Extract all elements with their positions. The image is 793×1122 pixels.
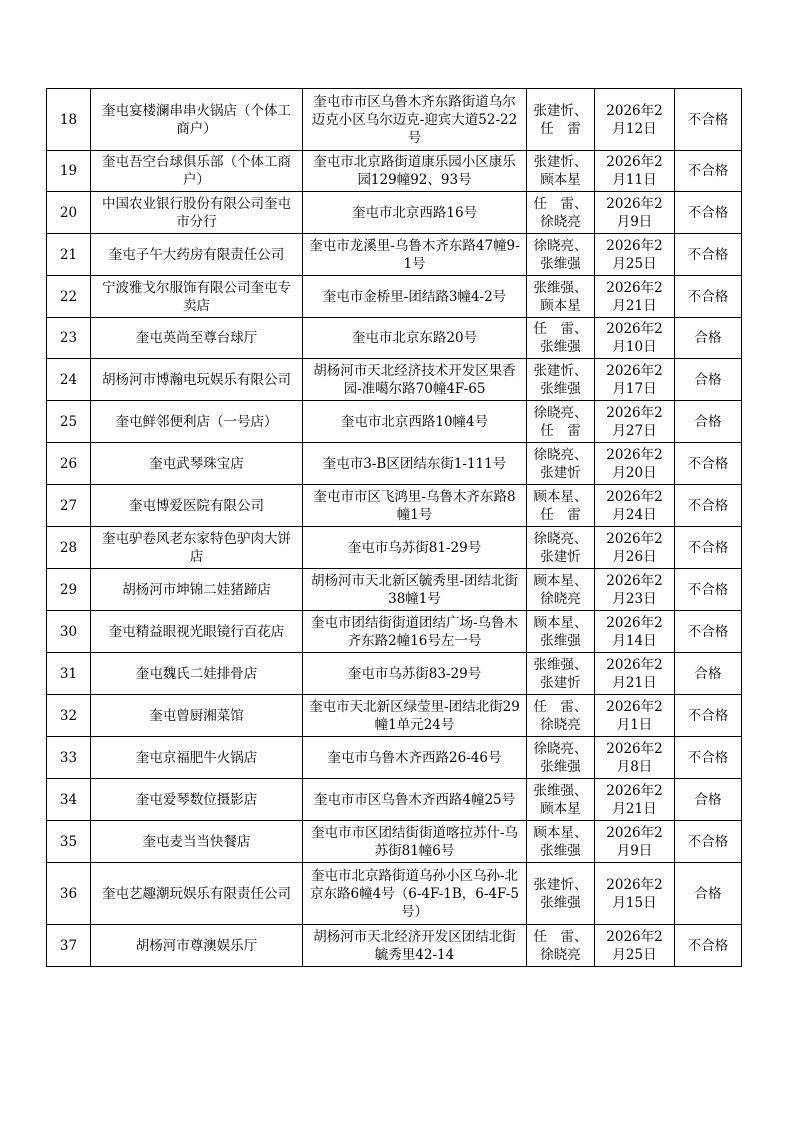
business-address: 奎屯市北京西路16号 bbox=[303, 192, 527, 234]
business-address: 奎屯市北京路街道康乐园小区康乐园129幢92、93号 bbox=[303, 151, 527, 192]
business-address: 奎屯市市区飞鸿里-乌鲁木齐东路8幢1号 bbox=[303, 485, 527, 527]
inspectors: 任 雷、张维强 bbox=[527, 318, 595, 359]
business-name: 胡杨河市博瀚电玩娱乐有限公司 bbox=[91, 359, 303, 401]
inspection-result: 不合格 bbox=[675, 737, 742, 779]
business-name: 奎屯武琴珠宝店 bbox=[91, 443, 303, 485]
inspection-date: 2026年2月10日 bbox=[595, 318, 675, 359]
inspection-date: 2026年2月24日 bbox=[595, 485, 675, 527]
business-address: 奎屯市市区乌鲁木齐西路4幢25号 bbox=[303, 779, 527, 821]
row-number: 21 bbox=[47, 234, 91, 276]
row-number: 22 bbox=[47, 276, 91, 318]
inspectors: 顾本星、任 雷 bbox=[527, 485, 595, 527]
table-row bbox=[47, 863, 742, 925]
inspection-result: 不合格 bbox=[675, 821, 742, 863]
inspection-result: 不合格 bbox=[675, 276, 742, 318]
table-row bbox=[47, 821, 742, 863]
business-address: 奎屯市北京西路10幢4号 bbox=[303, 401, 527, 443]
inspection-result: 不合格 bbox=[675, 611, 742, 653]
row-number: 24 bbox=[47, 359, 91, 401]
inspection-result: 不合格 bbox=[675, 234, 742, 276]
inspectors: 张建忻、顾本星 bbox=[527, 151, 595, 192]
inspection-date: 2026年2月9日 bbox=[595, 192, 675, 234]
business-address: 奎屯市金桥里-团结路3幢4-2号 bbox=[303, 276, 527, 318]
business-name: 奎屯爱琴数位摄影店 bbox=[91, 779, 303, 821]
table-row bbox=[47, 443, 742, 485]
business-name: 奎屯艺趣潮玩娱乐有限责任公司 bbox=[91, 863, 303, 925]
table-row bbox=[47, 89, 742, 151]
business-address: 奎屯市北京东路20号 bbox=[303, 318, 527, 359]
row-number: 32 bbox=[47, 695, 91, 737]
table-body bbox=[47, 89, 742, 967]
business-name: 宁波雅戈尔服饰有限公司奎屯专卖店 bbox=[91, 276, 303, 318]
inspectors: 徐晓亮、张建忻 bbox=[527, 527, 595, 569]
business-name: 奎屯魏氏二娃排骨店 bbox=[91, 653, 303, 695]
inspection-result: 不合格 bbox=[675, 192, 742, 234]
row-number: 33 bbox=[47, 737, 91, 779]
table-row bbox=[47, 485, 742, 527]
table-row bbox=[47, 653, 742, 695]
business-name: 奎屯鲜邻便利店（一号店） bbox=[91, 401, 303, 443]
inspectors: 张建忻、张维强 bbox=[527, 359, 595, 401]
inspection-date: 2026年2月9日 bbox=[595, 821, 675, 863]
inspection-result: 合格 bbox=[675, 779, 742, 821]
inspectors: 顾本星、张维强 bbox=[527, 821, 595, 863]
business-name: 奎屯英尚至尊台球厅 bbox=[91, 318, 303, 359]
inspectors: 徐晓亮、张维强 bbox=[527, 737, 595, 779]
table-row bbox=[47, 611, 742, 653]
business-name: 奎屯驴卷风老东家特色驴肉大饼店 bbox=[91, 527, 303, 569]
table-row bbox=[47, 318, 742, 359]
inspection-date: 2026年2月23日 bbox=[595, 569, 675, 611]
business-address: 奎屯市团结街街道团结广场-乌鲁木齐东路2幢16号左一号 bbox=[303, 611, 527, 653]
table-row bbox=[47, 925, 742, 967]
business-name: 奎屯宴楼澜串串火锅店（个体工商户） bbox=[91, 89, 303, 151]
business-address: 奎屯市3-B区团结东街1-111号 bbox=[303, 443, 527, 485]
row-number: 35 bbox=[47, 821, 91, 863]
inspection-date: 2026年2月21日 bbox=[595, 276, 675, 318]
inspection-result: 不合格 bbox=[675, 925, 742, 967]
row-number: 27 bbox=[47, 485, 91, 527]
business-address: 奎屯市市区团结街街道喀拉苏什-乌苏街81幢6号 bbox=[303, 821, 527, 863]
inspectors: 顾本星、徐晓亮 bbox=[527, 569, 595, 611]
inspection-date: 2026年2月12日 bbox=[595, 89, 675, 151]
table-row bbox=[47, 234, 742, 276]
business-name: 奎屯京福肥牛火锅店 bbox=[91, 737, 303, 779]
inspectors: 张建忻、任 雷 bbox=[527, 89, 595, 151]
business-name: 奎屯博爱医院有限公司 bbox=[91, 485, 303, 527]
inspection-results-table bbox=[46, 88, 742, 967]
business-name: 奎屯子午大药房有限责任公司 bbox=[91, 234, 303, 276]
business-address: 胡杨河市天北经济技术开发区果香园-准噶尔路70幢4F-65 bbox=[303, 359, 527, 401]
business-name: 胡杨河市尊澳娱乐厅 bbox=[91, 925, 303, 967]
inspection-date: 2026年2月21日 bbox=[595, 779, 675, 821]
inspectors: 张维强、顾本星 bbox=[527, 276, 595, 318]
table-row bbox=[47, 192, 742, 234]
inspection-result: 不合格 bbox=[675, 151, 742, 192]
table-row bbox=[47, 276, 742, 318]
inspection-date: 2026年2月11日 bbox=[595, 151, 675, 192]
inspection-result: 合格 bbox=[675, 359, 742, 401]
inspection-result: 不合格 bbox=[675, 527, 742, 569]
business-name: 奎屯精益眼视光眼镜行百花店 bbox=[91, 611, 303, 653]
inspection-date: 2026年2月27日 bbox=[595, 401, 675, 443]
business-address: 奎屯市北京路街道乌孙小区乌孙-北京东路6幢4号（6-4F-1B，6-4F-5号） bbox=[303, 863, 527, 925]
row-number: 37 bbox=[47, 925, 91, 967]
table-row bbox=[47, 151, 742, 192]
inspection-date: 2026年2月14日 bbox=[595, 611, 675, 653]
business-address: 胡杨河市天北经济开发区团结北街毓秀里42-14 bbox=[303, 925, 527, 967]
row-number: 28 bbox=[47, 527, 91, 569]
table-row bbox=[47, 359, 742, 401]
inspection-date: 2026年2月25日 bbox=[595, 925, 675, 967]
business-address: 奎屯市市区乌鲁木齐东路街道乌尔迈克小区乌尔迈克-迎宾大道52-22号 bbox=[303, 89, 527, 151]
inspection-date: 2026年2月17日 bbox=[595, 359, 675, 401]
inspection-date: 2026年2月21日 bbox=[595, 653, 675, 695]
inspectors: 任 雷、徐晓亮 bbox=[527, 695, 595, 737]
inspectors: 徐晓亮、任 雷 bbox=[527, 401, 595, 443]
business-address: 奎屯市天北新区绿莹里-团结北街29幢1单元24号 bbox=[303, 695, 527, 737]
inspection-date: 2026年2月25日 bbox=[595, 234, 675, 276]
inspection-date: 2026年2月15日 bbox=[595, 863, 675, 925]
table-row bbox=[47, 569, 742, 611]
table-row bbox=[47, 737, 742, 779]
inspection-result: 合格 bbox=[675, 318, 742, 359]
inspection-date: 2026年2月8日 bbox=[595, 737, 675, 779]
inspection-result: 不合格 bbox=[675, 695, 742, 737]
row-number: 25 bbox=[47, 401, 91, 443]
inspectors: 徐晓亮、张维强 bbox=[527, 234, 595, 276]
row-number: 26 bbox=[47, 443, 91, 485]
inspectors: 徐晓亮、张建忻 bbox=[527, 443, 595, 485]
row-number: 30 bbox=[47, 611, 91, 653]
row-number: 34 bbox=[47, 779, 91, 821]
table-row bbox=[47, 527, 742, 569]
business-address: 奎屯市龙溪里-乌鲁木齐东路47幢9-1号 bbox=[303, 234, 527, 276]
row-number: 19 bbox=[47, 151, 91, 192]
business-name: 奎屯曾厨湘菜馆 bbox=[91, 695, 303, 737]
inspection-result: 不合格 bbox=[675, 443, 742, 485]
inspection-result: 不合格 bbox=[675, 485, 742, 527]
row-number: 31 bbox=[47, 653, 91, 695]
row-number: 18 bbox=[47, 89, 91, 151]
business-name: 奎屯麦当当快餐店 bbox=[91, 821, 303, 863]
business-address: 奎屯市乌苏街81-29号 bbox=[303, 527, 527, 569]
business-name: 奎屯吾空台球俱乐部（个体工商户） bbox=[91, 151, 303, 192]
inspectors: 任 雷、徐晓亮 bbox=[527, 192, 595, 234]
table-row bbox=[47, 695, 742, 737]
inspection-date: 2026年2月26日 bbox=[595, 527, 675, 569]
table-row bbox=[47, 779, 742, 821]
table-row bbox=[47, 401, 742, 443]
business-name: 中国农业银行股份有限公司奎屯市分行 bbox=[91, 192, 303, 234]
business-name: 胡杨河市坤锦二娃猪蹄店 bbox=[91, 569, 303, 611]
row-number: 23 bbox=[47, 318, 91, 359]
business-address: 奎屯市乌苏街83-29号 bbox=[303, 653, 527, 695]
row-number: 36 bbox=[47, 863, 91, 925]
inspection-result: 不合格 bbox=[675, 569, 742, 611]
row-number: 29 bbox=[47, 569, 91, 611]
row-number: 20 bbox=[47, 192, 91, 234]
inspection-date: 2026年2月20日 bbox=[595, 443, 675, 485]
inspection-result: 合格 bbox=[675, 653, 742, 695]
business-address: 胡杨河市天北新区毓秀里-团结北街38幢1号 bbox=[303, 569, 527, 611]
inspectors: 顾本星、张维强 bbox=[527, 611, 595, 653]
inspectors: 张维强、张建忻 bbox=[527, 653, 595, 695]
inspectors: 任 雷、徐晓亮 bbox=[527, 925, 595, 967]
inspection-result: 不合格 bbox=[675, 89, 742, 151]
business-address: 奎屯市乌鲁木齐西路26-46号 bbox=[303, 737, 527, 779]
inspectors: 张维强、顾本星 bbox=[527, 779, 595, 821]
inspection-result: 合格 bbox=[675, 863, 742, 925]
inspectors: 张建忻、张维强 bbox=[527, 863, 595, 925]
inspection-result: 合格 bbox=[675, 401, 742, 443]
inspection-date: 2026年2月1日 bbox=[595, 695, 675, 737]
